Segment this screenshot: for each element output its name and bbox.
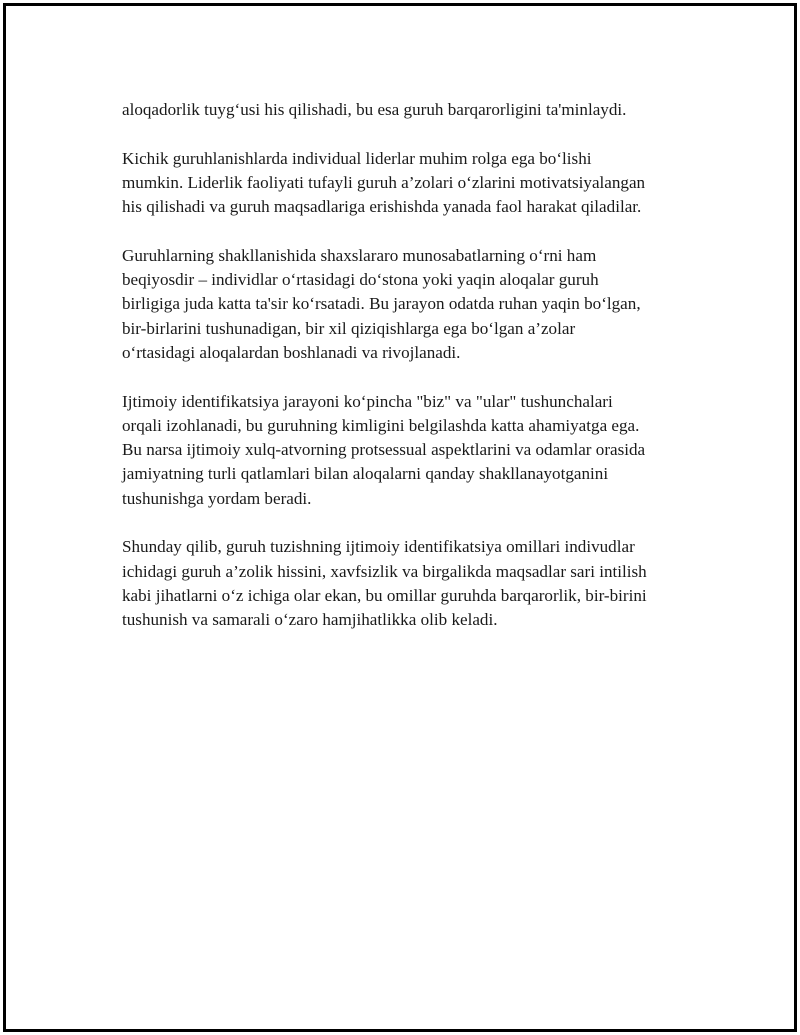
text-line: Kichik guruhlanishlarda individual liderlar muhim rolga ega bo‘lishi	[122, 148, 592, 168]
text-line: Shunday qilib, guruh tuzishning ijtimoiy identifikatsiya omillari indivudlar	[122, 537, 635, 557]
page-frame	[3, 3, 797, 1032]
text-line: Bu narsa ijtimoiy xulq-atvorning protsessual aspektlarini va odamlar orasida	[122, 440, 646, 460]
text-line: tushunish va samarali o‘zaro hamjihatlikka olib keladi.	[122, 610, 498, 630]
paragraph-3	[122, 244, 707, 365]
text-line: tushunishga yordam beradi.	[122, 488, 312, 508]
text-line: o‘rtasidagi aloqalardan boshlanadi va rivojlanadi.	[122, 342, 461, 362]
text-line: beqiyosdir – individlar o‘rtasidagi do‘stona yoki yaqin aloqalar guruh	[122, 270, 599, 290]
document-body	[122, 98, 707, 657]
text-line: Ijtimoiy identifikatsiya jarayoni ko‘pincha "biz" va "ular" tushunchalari	[122, 391, 613, 411]
paragraph-4	[122, 390, 707, 511]
text-line: aloqadorlik tuyg‘usi his qilishadi, bu esa guruh barqarorligini ta'minlaydi.	[122, 100, 627, 119]
text-line: birligiga juda katta ta'sir ko‘rsatadi. Bu jarayon odatda ruhan yaqin bo‘lgan,	[122, 294, 641, 314]
text-line: jamiyatning turli qatlamlari bilan aloqalarni qanday shakllanayotganini	[122, 464, 609, 484]
paragraph-5	[122, 535, 707, 632]
text-line: Guruhlarning shakllanishida shaxslararo munosabatlarning o‘rni ham	[122, 245, 597, 265]
paragraph-2	[122, 147, 707, 220]
text-line: orqali izohlanadi, bu guruhning kimligini belgilashda katta ahamiyatga ega.	[122, 415, 640, 435]
text-line: his qilishadi va guruh maqsadlariga erishishda yanada faol harakat qiladilar.	[122, 197, 642, 217]
text-line: bir-birlarini tushunadigan, bir xil qiziqishlarga ega bo‘lgan a’zolar	[122, 318, 576, 338]
paragraph-1	[122, 98, 707, 122]
text-line: kabi jihatlarni o‘z ichiga olar ekan, bu omillar guruhda barqarorlik, bir-birini	[122, 585, 647, 605]
text-line: ichidagi guruh a’zolik hissini, xavfsizlik va birgalikda maqsadlar sari intilish	[122, 561, 647, 581]
text-line: mumkin. Liderlik faoliyati tufayli guruh a’zolari o‘zlarini motivatsiyalangan	[122, 172, 646, 192]
